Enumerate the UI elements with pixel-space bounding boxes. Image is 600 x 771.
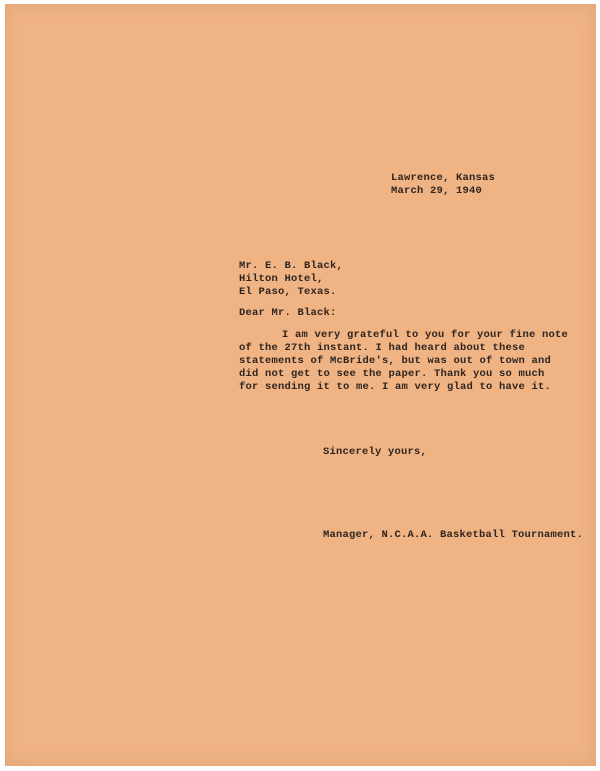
recipient-hotel: Hilton Hotel, — [239, 273, 324, 285]
body-line: did not get to see the paper. Thank you so much — [239, 368, 545, 380]
letter-body — [239, 329, 568, 394]
dateline-date: March 29, 1940 — [391, 185, 483, 197]
closing — [323, 446, 427, 459]
dateline-place: Lawrence, Kansas — [391, 172, 496, 184]
body-line: statements of McBride's, but was out of town and — [239, 355, 552, 367]
closing-text: Sincerely yours, — [323, 446, 428, 458]
letter-page — [5, 4, 596, 766]
dateline — [391, 172, 495, 198]
body-line: of the 27th instant. I had heard about these — [239, 342, 526, 354]
salutation-text: Dear Mr. Black: — [239, 307, 337, 319]
signature-text: Manager, N.C.A.A. Basketball Tournament. — [323, 529, 584, 541]
recipient-city: El Paso, Texas. — [239, 286, 337, 298]
body-line: I am very grateful to you for your fine note — [282, 329, 569, 341]
recipient-name: Mr. E. B. Black, — [239, 260, 344, 272]
body-line: for sending it to me. I am very glad to have it. — [239, 381, 552, 393]
recipient-address — [239, 260, 343, 299]
salutation — [239, 307, 337, 320]
signature-title — [323, 529, 583, 542]
